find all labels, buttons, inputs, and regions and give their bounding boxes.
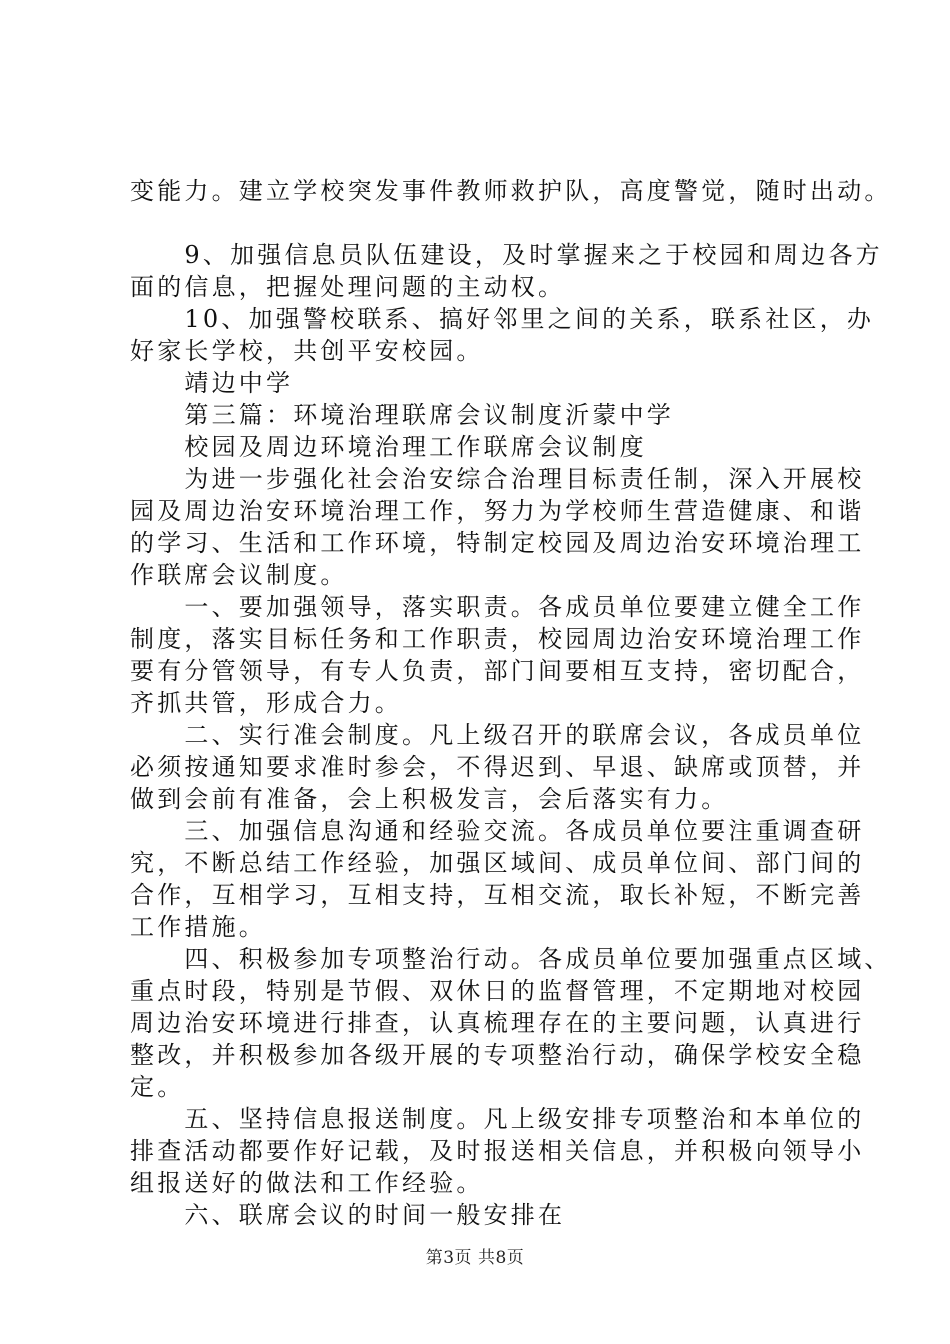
text-line: 五、坚持信息报送制度。凡上级安排专项整治和本单位的 <box>130 1105 865 1133</box>
text-line: 面的信息，把握处理问题的主动权。 <box>130 273 566 301</box>
text-line: 变能力。建立学校突发事件教师救护队，高度警觉，随时出动。 <box>130 177 892 205</box>
text-line: 齐抓共管，形成合力。 <box>130 689 402 717</box>
body-text <box>130 175 892 1231</box>
text-line: 究，不断总结工作经验，加强区域间、成员单位间、部门间的 <box>130 849 865 877</box>
text-line: 的学习、生活和工作环境，特制定校园及周边治安环境治理工 <box>130 529 865 557</box>
text-line: 三、加强信息沟通和经验交流。各成员单位要注重调查研 <box>130 817 865 845</box>
document-title: 校园及周边环境治理工作联席会议制度 <box>130 433 647 461</box>
page-number-footer: 第3页 共8页 <box>425 1248 525 1268</box>
text-line: 整改，并积极参加各级开展的专项整治行动，确保学校安全稳 <box>130 1041 865 1069</box>
text-line: 9、加强信息员队伍建设，及时掌握来之于校园和周边各方 <box>130 241 883 269</box>
text-line: 组报送好的做法和工作经验。 <box>130 1169 484 1197</box>
text-line: 排查活动都要作好记载，及时报送相关信息，并积极向领导小 <box>130 1137 865 1165</box>
text-line: 为进一步强化社会治安综合治理目标责任制，深入开展校 <box>130 465 865 493</box>
text-line: 六、联席会议的时间一般安排在 <box>130 1201 566 1229</box>
text-line: 重点时段，特别是节假、双休日的监督管理，不定期地对校园 <box>130 977 865 1005</box>
text-line: 定。 <box>130 1073 185 1101</box>
text-line: 要有分管领导，有专人负责，部门间要相互支持，密切配合， <box>130 657 865 685</box>
text-line: 好家长学校，共创平安校园。 <box>130 337 484 365</box>
blank-line <box>130 207 850 239</box>
text-line: 做到会前有准备，会上积极发言，会后落实有力。 <box>130 785 729 813</box>
text-line: 靖边中学 <box>130 369 294 397</box>
text-line: 周边治安环境进行排查，认真梳理存在的主要问题，认真进行 <box>130 1009 865 1037</box>
text-line: 园及周边治安环境治理工作，努力为学校师生营造健康、和谐 <box>130 497 865 525</box>
text-line: 必须按通知要求准时参会，不得迟到、早退、缺席或顶替，并 <box>130 753 865 781</box>
text-line: 一、要加强领导，落实职责。各成员单位要建立健全工作 <box>130 593 865 621</box>
text-line: 10、加强警校联系、搞好邻里之间的关系，联系社区，办 <box>130 305 875 333</box>
text-line: 二、实行准会制度。凡上级召开的联席会议，各成员单位 <box>130 721 865 749</box>
text-line: 四、积极参加专项整治行动。各成员单位要加强重点区域、 <box>130 945 892 973</box>
section-heading: 第三篇：环境治理联席会议制度沂蒙中学 <box>130 401 674 429</box>
text-line: 合作，互相学习，互相支持，互相交流，取长补短，不断完善 <box>130 881 865 909</box>
text-line: 工作措施。 <box>130 913 266 941</box>
text-line: 作联席会议制度。 <box>130 561 348 589</box>
text-line: 制度，落实目标任务和工作职责，校园周边治安环境治理工作 <box>130 625 865 653</box>
